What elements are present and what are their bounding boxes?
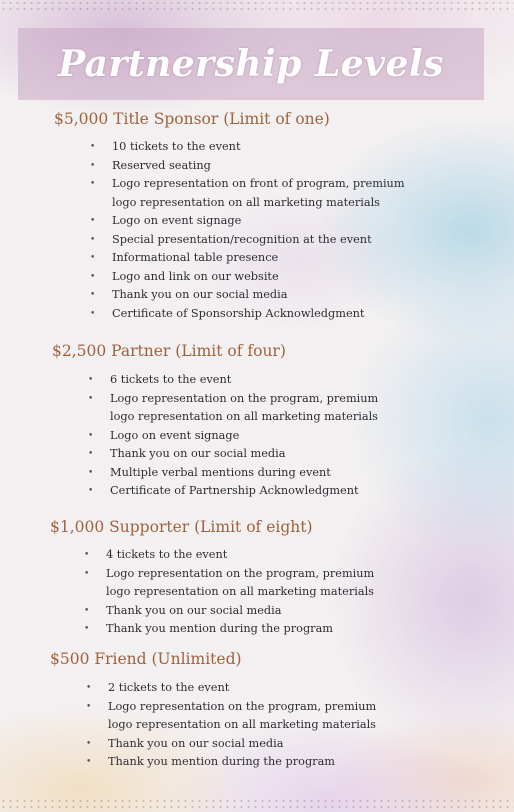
tier-heading: $1,000 Supporter (Limit of eight) xyxy=(50,518,313,536)
list-item: • Thank you on our social media xyxy=(84,602,374,621)
list-item: • Logo representation on the program, premium xyxy=(84,565,374,584)
list-item: • Thank you mention during the program xyxy=(86,753,376,772)
list-item: logo representation on all marketing materials xyxy=(106,585,374,598)
list-item: • Reserved seating xyxy=(90,157,405,176)
speckle-border-top xyxy=(0,0,514,14)
list-item: • 4 tickets to the event xyxy=(84,546,374,565)
list-item: • Thank you on our social media xyxy=(86,735,376,754)
list-item: • Special presentation/recognition at the event xyxy=(90,231,405,250)
benefit-list xyxy=(88,371,378,501)
list-item: • 10 tickets to the event xyxy=(90,138,405,157)
page-title: Partnership Levels xyxy=(58,43,444,85)
list-item: • Certificate of Partnership Acknowledgment xyxy=(88,482,378,501)
list-item: • Multiple verbal mentions during event xyxy=(88,464,378,483)
list-item: • Logo on event signage xyxy=(88,427,378,446)
list-item: • Logo and link on our website xyxy=(90,268,405,287)
list-item: logo representation on all marketing materials xyxy=(110,410,378,423)
list-item: • Informational table presence xyxy=(90,249,405,268)
list-item: • Logo representation on front of program, premium xyxy=(90,175,405,194)
speckle-border-bottom xyxy=(0,798,514,812)
list-item: • Thank you on our social media xyxy=(88,445,378,464)
list-item: • 6 tickets to the event xyxy=(88,371,378,390)
list-item: • Thank you mention during the program xyxy=(84,620,374,639)
list-item: • Thank you on our social media xyxy=(90,286,405,305)
list-item: • 2 tickets to the event xyxy=(86,679,376,698)
benefit-list xyxy=(90,138,405,323)
list-item: • Logo representation on the program, premium xyxy=(86,698,376,717)
tier-heading: $500 Friend (Unlimited) xyxy=(50,650,242,668)
tier-heading: $2,500 Partner (Limit of four) xyxy=(52,342,286,360)
list-item: logo representation on all marketing materials xyxy=(112,195,380,209)
tier-heading: $5,000 Title Sponsor (Limit of one) xyxy=(54,110,330,128)
list-item: logo representation on all marketing materials xyxy=(108,718,376,731)
benefit-list xyxy=(84,546,374,639)
list-item: • Logo on event signage xyxy=(90,212,405,231)
benefit-list xyxy=(86,679,376,772)
list-item: • Logo representation on the program, premium xyxy=(88,390,378,409)
list-item: • Certificate of Sponsorship Acknowledgment xyxy=(90,305,405,324)
